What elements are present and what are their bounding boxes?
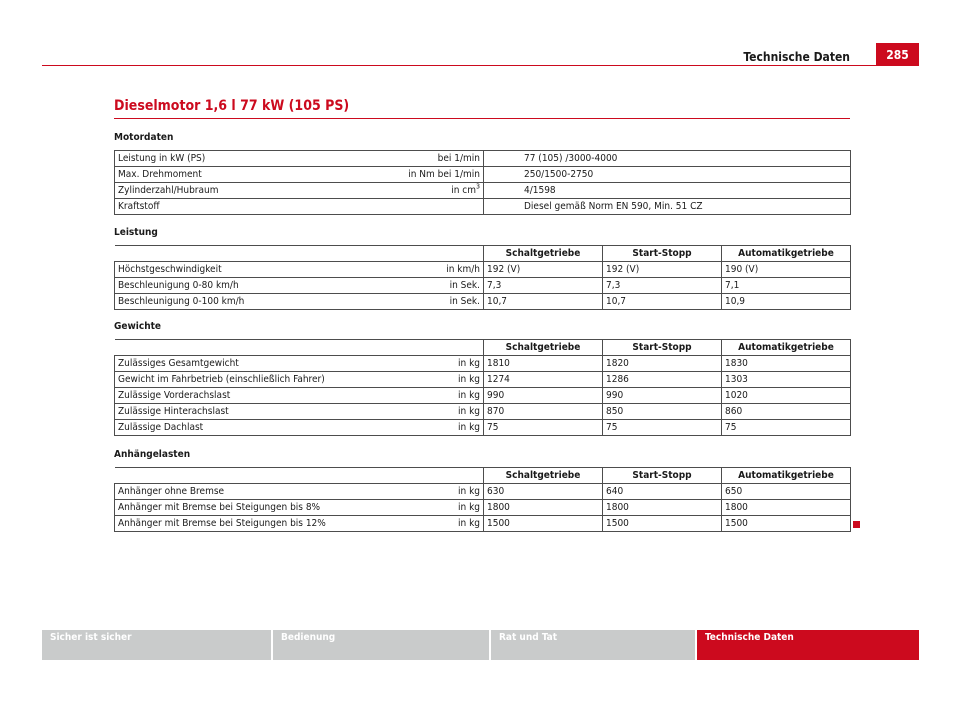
row-label: Zulässige Hinterachslast <box>115 404 368 420</box>
header-blank <box>115 246 484 262</box>
cell-value: 75 <box>484 420 603 436</box>
header-blank <box>115 340 484 356</box>
row-label: Höchstgeschwindigkeit <box>115 262 368 278</box>
motordaten-table <box>114 150 851 215</box>
cell-value: 1830 <box>722 356 851 372</box>
footer-tab-technische-daten[interactable]: Technische Daten <box>697 630 919 660</box>
cell-value: 75 <box>603 420 722 436</box>
gewichte-table <box>114 339 851 436</box>
table-row <box>115 516 851 532</box>
cell-value: 190 (V) <box>722 262 851 278</box>
row-unit: in kg <box>368 372 484 388</box>
cell-value: 1800 <box>722 500 851 516</box>
row-value: 4/1598 <box>484 183 851 199</box>
row-unit <box>359 199 484 215</box>
row-label: Anhänger mit Bremse bei Steigungen bis 12% <box>115 516 368 532</box>
cell-value: 1274 <box>484 372 603 388</box>
cell-value: 1800 <box>603 500 722 516</box>
section-rule <box>114 118 850 119</box>
cell-value: 10,7 <box>603 294 722 310</box>
header-rule <box>42 65 876 66</box>
row-label: Anhänger ohne Bremse <box>115 484 368 500</box>
table-row <box>115 151 851 167</box>
cell-value: 1286 <box>603 372 722 388</box>
table-row <box>115 278 851 294</box>
cell-value: 870 <box>484 404 603 420</box>
row-unit: in kg <box>368 484 484 500</box>
row-unit: in Sek. <box>368 294 484 310</box>
leistung-table <box>114 245 851 310</box>
table-header-row <box>115 246 851 262</box>
table-header-row <box>115 468 851 484</box>
cell-value: 990 <box>484 388 603 404</box>
cell-value: 10,9 <box>722 294 851 310</box>
table-row <box>115 356 851 372</box>
cell-value: 7,3 <box>484 278 603 294</box>
column-header: Automatikgetriebe <box>722 340 851 356</box>
row-label: Kraftstoff <box>115 199 359 215</box>
footer-nav <box>42 630 919 660</box>
table-row <box>115 420 851 436</box>
table-row <box>115 167 851 183</box>
row-label: Zulässige Vorderachslast <box>115 388 368 404</box>
row-label: Zylinderzahl/Hubraum <box>115 183 359 199</box>
row-label: Leistung in kW (PS) <box>115 151 359 167</box>
unit-superscript: 3 <box>475 182 480 191</box>
table-row <box>115 262 851 278</box>
header-title: Technische Daten <box>743 50 850 64</box>
cell-value: 1500 <box>722 516 851 532</box>
cell-value: 1800 <box>484 500 603 516</box>
column-header: Automatikgetriebe <box>722 246 851 262</box>
header-blank <box>115 468 484 484</box>
cell-value: 650 <box>722 484 851 500</box>
row-value: 250/1500-2750 <box>484 167 851 183</box>
row-unit <box>359 183 484 199</box>
row-label: Zulässiges Gesamtgewicht <box>115 356 368 372</box>
anhaengelasten-table <box>114 467 851 532</box>
row-unit: bei 1/min <box>359 151 484 167</box>
row-label: Gewicht im Fahrbetrieb (einschließlich Fahrer) <box>115 372 368 388</box>
cell-value: 7,1 <box>722 278 851 294</box>
column-header: Start-Stopp <box>603 340 722 356</box>
cell-value: 1020 <box>722 388 851 404</box>
row-unit: in kg <box>368 404 484 420</box>
cell-value: 1810 <box>484 356 603 372</box>
cell-value: 1500 <box>603 516 722 532</box>
cell-value: 1500 <box>484 516 603 532</box>
cell-value: 75 <box>722 420 851 436</box>
motordaten-heading: Motordaten <box>114 132 174 143</box>
cell-value: 630 <box>484 484 603 500</box>
row-unit: in Nm bei 1/min <box>359 167 484 183</box>
cell-value: 1303 <box>722 372 851 388</box>
end-of-section-marker <box>853 521 860 528</box>
column-header: Start-Stopp <box>603 246 722 262</box>
row-unit: in km/h <box>368 262 484 278</box>
row-unit: in Sek. <box>368 278 484 294</box>
footer-tab-sicher-ist-sicher[interactable]: Sicher ist sicher <box>42 630 271 660</box>
row-unit: in kg <box>368 420 484 436</box>
table-row <box>115 199 851 215</box>
section-title: Dieselmotor 1,6 l 77 kW (105 PS) <box>114 98 350 114</box>
table-row <box>115 388 851 404</box>
row-label: Anhänger mit Bremse bei Steigungen bis 8% <box>115 500 368 516</box>
column-header: Schaltgetriebe <box>484 468 603 484</box>
row-unit: in kg <box>368 500 484 516</box>
anhaengelasten-heading: Anhängelasten <box>114 449 191 460</box>
table-row <box>115 294 851 310</box>
unit-text: in cm <box>451 185 476 196</box>
row-label: Beschleunigung 0-80 km/h <box>115 278 368 294</box>
row-unit: in kg <box>368 388 484 404</box>
row-label: Zulässige Dachlast <box>115 420 368 436</box>
column-header: Start-Stopp <box>603 468 722 484</box>
table-row <box>115 372 851 388</box>
table-row <box>115 500 851 516</box>
table-row <box>115 183 851 199</box>
table-row <box>115 484 851 500</box>
cell-value: 192 (V) <box>484 262 603 278</box>
leistung-heading: Leistung <box>114 227 158 238</box>
row-unit: in kg <box>368 516 484 532</box>
gewichte-heading: Gewichte <box>114 321 162 332</box>
row-unit: in kg <box>368 356 484 372</box>
column-header: Automatikgetriebe <box>722 468 851 484</box>
row-value: 77 (105) /3000-4000 <box>484 151 851 167</box>
row-label: Beschleunigung 0-100 km/h <box>115 294 368 310</box>
cell-value: 640 <box>603 484 722 500</box>
cell-value: 10,7 <box>484 294 603 310</box>
cell-value: 850 <box>603 404 722 420</box>
column-header: Schaltgetriebe <box>484 246 603 262</box>
footer-tab-bedienung[interactable]: Bedienung <box>273 630 489 660</box>
cell-value: 7,3 <box>603 278 722 294</box>
cell-value: 860 <box>722 404 851 420</box>
column-header: Schaltgetriebe <box>484 340 603 356</box>
row-value: Diesel gemäß Norm EN 590, Min. 51 CZ <box>484 199 851 215</box>
cell-value: 1820 <box>603 356 722 372</box>
table-row <box>115 404 851 420</box>
cell-value: 990 <box>603 388 722 404</box>
row-label: Max. Drehmoment <box>115 167 359 183</box>
footer-tab-rat-und-tat[interactable]: Rat und Tat <box>491 630 695 660</box>
cell-value: 192 (V) <box>603 262 722 278</box>
table-header-row <box>115 340 851 356</box>
page-number: 285 <box>876 43 919 66</box>
